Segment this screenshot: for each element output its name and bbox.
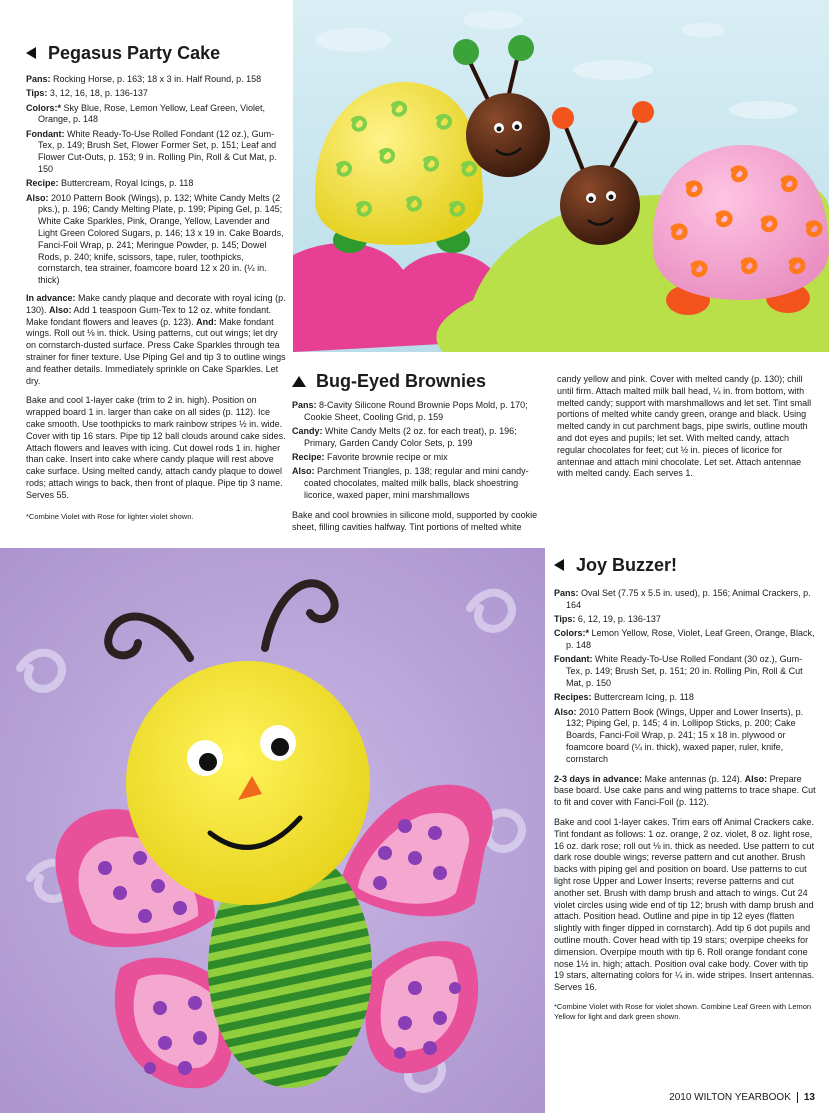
supply-text: 3, 12, 16, 18, p. 136-137 [49, 88, 148, 99]
butterfly-cake-photo [0, 548, 545, 1113]
supply-text: 6, 12, 19, p. 136-137 [577, 614, 661, 625]
supply-text: White Ready-To-Use Rolled Fondant (30 oz.), Gum-Tex, p. 149; Brush Set, p. 151; 20 in. Rolling Pin, Roll & Cut Mat, p. 150 [566, 654, 803, 689]
supply-item [554, 654, 816, 689]
advance-label: In advance: [26, 293, 76, 304]
brownies-continued [557, 374, 815, 483]
supply-item [292, 466, 546, 501]
supply-item [554, 707, 816, 766]
triangle-up-icon [292, 376, 306, 387]
triangle-left-icon [554, 559, 564, 571]
recipe-title [554, 554, 816, 576]
advance-paragraph [26, 293, 288, 387]
supply-item [26, 129, 288, 176]
supplies-list [26, 74, 288, 287]
pegasus-recipe [26, 42, 288, 524]
instructions-paragraph: Bake and cool 1-layer cake (trim to 2 in. high). Position on wrapped board 1 in. larger than cake on all sides (p. 112). Ice cake smooth. Use toothpicks to mark rainbow stripes ½ in. wide. Cover with tip 16 stars. Pipe tip 12 ball clouds around cake sides. Attach flowers and leaves with icing. Cut dowel rods 1 in. higher than cake. Insert into cake where candy plaque will rest above cake surface. Using melted candy, attach candy plaque to dowel rods; attach wings to back, then front of plaque. Pipe tip 3 name. Serves 55. [26, 395, 286, 500]
supply-label: Colors:* [554, 628, 590, 639]
supplies-list [554, 588, 816, 766]
footnote: *Combine Violet with Rose for lighter violet shown. [26, 511, 194, 521]
supply-item [26, 193, 288, 287]
page-footer [669, 1092, 815, 1103]
supply-label: Also: [554, 706, 577, 717]
also-text: Add 1 teaspoon Gum-Tex to 12 oz. white fondant. Make fondant flowers and leaves (p. 123). [26, 304, 272, 327]
footer-divider [797, 1092, 798, 1103]
supply-text: Buttercream Icing, p. 118 [594, 692, 694, 703]
instructions-continued: candy yellow and pink. Cover with melted candy (p. 130); chill until firm. Attach malted milk ball head, ¼ in. from bottom, with melted candy; support with marshmallows and let set. Tint small portions of melted white candy green, orange and black. Using melted candy in cut parchment bags, pipe swirls, outline mouth and dot eyes and pupils; let set. With melted candy, attach regular chocolates for feet; cut ½ in. pieces of licorice for antennae and attach mini chocolate. Let set. Attach antennae with melted candy. Each serves 1. [557, 374, 812, 479]
supply-label: Also: [292, 466, 315, 477]
advance-label: 2-3 days in advance: [554, 773, 643, 784]
pegasus-title: Pegasus Party Cake [48, 43, 221, 63]
supply-text: Lemon Yellow, Rose, Violet, Leaf Green, Orange, Black, p. 148 [566, 628, 815, 651]
supply-label: Pans: [26, 74, 51, 84]
brownies-recipe [292, 370, 546, 536]
supply-label: Fondant: [554, 654, 593, 665]
supply-label: Colors:* [26, 102, 62, 113]
bug-brownies-photo [293, 0, 829, 352]
recipe-title [26, 42, 288, 64]
butterfly-cake-image [0, 548, 545, 1113]
supply-item [292, 426, 546, 450]
supply-label: Pans: [554, 588, 579, 598]
supply-text: Favorite brownie recipe or mix [327, 452, 448, 463]
supply-label: Recipes: [554, 692, 592, 703]
supply-item [26, 88, 288, 100]
advance-paragraph [554, 774, 816, 809]
footer-title: 2010 WILTON YEARBOOK [669, 1092, 791, 1103]
supply-item [26, 103, 288, 127]
supply-text: Oval Set (7.75 x 5.5 in. used), p. 156; Animal Crackers, p. 164 [566, 588, 811, 610]
supply-text: Rocking Horse, p. 163; 18 x 3 in. Half Round, p. 158 [53, 74, 262, 84]
supply-text: 8-Cavity Silicone Round Brownie Pops Mold, p. 170; Cookie Sheet, Cooling Grid, p. 159 [304, 400, 528, 422]
supply-text: 2010 Pattern Book (Wings), p. 132; White Candy Melts (2 pks.), p. 196; Candy Melting Plate, p. 199; Piping Gel, p. 145; White Cake Sparkles, Pink, Orange, Yellow, Lavender and Light Green Colored Sugars, p. 146; 13 x 19 in. Cake Boards, Fanci-Foil Wrap, p. 241; Meringue Powder, p. 145; Dowel Rods, p. 240; knife, scissors, tape, ruler, toothpicks, cornstarch, tea strainer, foamcore board 12 x 20 in. (¼ in. thick) [38, 192, 284, 286]
page-number: 13 [803, 1092, 815, 1103]
supply-text: Sky Blue, Rose, Lemon Yellow, Leaf Green, Violet, Orange, p. 148 [38, 102, 265, 125]
advance-text: Make candy plaque and decorate with royal icing (p. 130). [26, 293, 286, 315]
supply-label: Tips: [554, 614, 576, 625]
also-label: Also: [49, 304, 72, 315]
recipe-title [292, 370, 546, 392]
triangle-left-icon [26, 47, 36, 59]
supply-label: Pans: [292, 400, 317, 410]
supply-text: 2010 Pattern Book (Wings, Upper and Lower Inserts), p. 132; Piping Gel, p. 145; 4 in. Lollipop Sticks, p. 200; Cake Boards, Fanci-Foil Wrap, p. 241; 15 x 18 in. plywood or foamcore board (¼ in. thick), waxed paper, ruler, knife, cornstarch [566, 706, 804, 764]
also-text: Prepare base board. Use cake pans and wing patterns to trace shape. Cut to fit and cover with Fanci-Foil (p. 112). [554, 773, 816, 808]
instructions-paragraph: Bake and cool brownies in silicone mold, supported by cookie sheet, filling cavities halfway. Tint portions of melted white [292, 509, 538, 532]
supply-label: Candy: [292, 426, 323, 437]
and-label: And: [196, 316, 217, 327]
supplies-list [292, 400, 546, 502]
supply-item [554, 614, 816, 626]
supply-label: Also: [26, 192, 49, 203]
footnote: *Combine Violet with Rose for violet shown. Combine Leaf Green with Lemon Yellow for light and dark green shown. [554, 1002, 812, 1021]
supply-label: Fondant: [26, 128, 65, 139]
advance-text: Make antennas (p. 124). [644, 773, 743, 784]
supply-item [292, 400, 546, 424]
also-label: Also: [744, 773, 768, 784]
supply-label: Tips: [26, 88, 48, 99]
supply-item [554, 692, 816, 704]
supply-item [554, 628, 816, 652]
supply-item [26, 178, 288, 190]
supply-item [554, 588, 816, 612]
bug-brownies-image [293, 0, 829, 352]
supply-text: Buttercream, Royal Icings, p. 118 [61, 178, 194, 189]
joy-recipe [554, 554, 816, 1025]
supply-label: Recipe: [292, 452, 325, 463]
supply-text: White Ready-To-Use Rolled Fondant (12 oz.), Gum-Tex, p. 149; Brush Set, Flower Former Set, p. 151; Leaf and Flower Cut-Outs, p. 153; 9 in. Rolling Pin, Roll & Cut Mat, p. 150 [38, 128, 277, 175]
brownies-title: Bug-Eyed Brownies [316, 371, 487, 391]
supply-text: White Candy Melts (2 oz. for each treat), p. 196; Primary, Garden Candy Color Sets, p. 199 [304, 426, 517, 448]
supply-item [26, 74, 288, 86]
supply-text: Parchment Triangles, p. 138; regular and mini candy-coated chocolates, malted milk balls, black shoestring licorice, waxed paper, mini marshmallows [304, 466, 529, 501]
supply-item [292, 452, 546, 464]
joy-title: Joy Buzzer! [576, 555, 678, 575]
supply-label: Recipe: [26, 178, 59, 189]
and-text: Make fondant wings. Roll out ⅛ in. thick. Using patterns, cut out wings; let dry on cornstarch-dusted surface. Press Cake Sparkles through tea strainer for finer texture. Use Piping Gel and tip 3 to outline wings and feather details. Immediately sprinkle on Cake Sparkles. Let dry. [26, 316, 286, 386]
instructions-paragraph: Bake and cool 1-layer cakes. Trim ears off Animal Crackers cake. Tint fondant as follows: 1 oz. orange, 2 oz. violet, 8 oz. light rose, 16 oz. dark rose; roll out ⅛ in. thick as needed. Use pattern to cut dark rose double wings; reverse pattern and cut another. Brush backs with piping gel and position on board. Use patterns to cut light rose Upper and Lower Inserts; reverse patterns and cut another set. Brush with damp brush and attach to wings. Cut 24 violet circles using wide end of tip 12; brush with damp brush and attach. Position head. Outline and pipe in tip 12 eyes (flatten slightly with finger dipped in cornstarch). Add tip 6 dot pupils and outline mouth. Cover head with tip 19 stars; overpipe cheeks for dimension. Overpipe mouth with tip 6. Roll orange fondant cone nose 1½ in. high; attach. Position oval cake body. Cover with tip 19 stars, alternating colors for ¼ in. wide stripes. Insert antennas. Serves 16. [554, 817, 815, 993]
